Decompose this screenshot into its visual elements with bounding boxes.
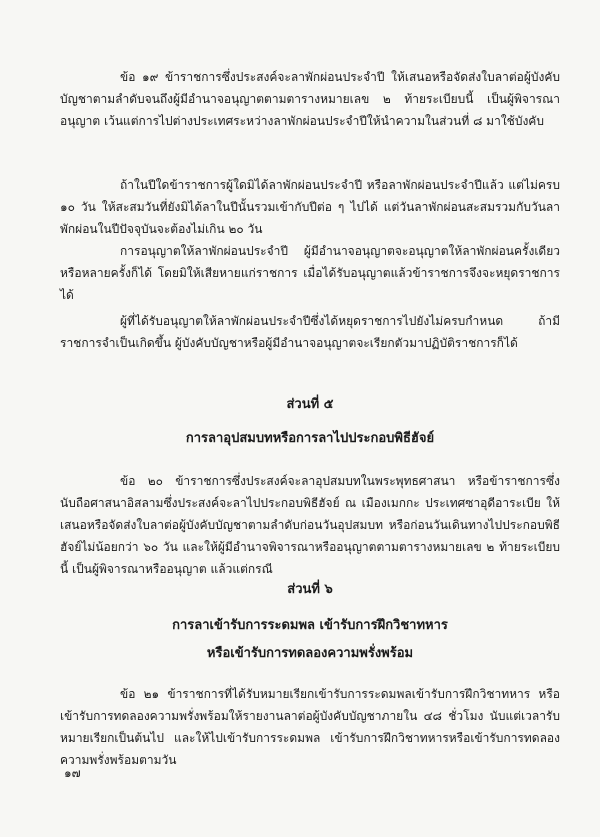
page-number: ๑๗ bbox=[64, 766, 81, 780]
paragraph-leave-approval: การอนุญาตให้ลาพักผ่อนประจำปี ผู้มีอำนาจอนุญาตจะอนุญาตให้ลาพักผ่อนครั้งเดียว หรือหลายครั้งก็ได้ โดยมิให้เสียหายแก่ราชการ เมื่อได้รับอนุญาตแล้วข้าราชการจึงจะหยุดราชการได้ bbox=[60, 244, 560, 302]
paragraph-clause-21: ข้อ ๒๑ ข้าราชการที่ได้รับหมายเรียกเข้ารับการระดมพลเข้ารับการฝึกวิชาทหาร หรือเข้ารับการทดลองความพรั่งพร้อมให้รายงานลาต่อผู้บังคับบัญชาภายใน ๔๘ ชั่วโมง นับแต่เวลารับหมายเรียกเป็นต้นไป และให้ไปเข้ารับการระดมพล เข้ารับการฝึกวิชาทหารหรือเข้ารับการทดลองความพรั่งพร้อมตามวัน bbox=[60, 687, 560, 767]
paragraph-recall-to-duty: ผู้ที่ได้รับอนุญาตให้ลาพักผ่อนประจำปีซึ่งได้หยุดราชการไปยังไม่ครบกำหนด ถ้ามีราชการจำเป็นเกิดขึ้น ผู้บังคับบัญชาหรือผู้มีอำนาจอนุญาตจะเรียกตัวมาปฏิบัติราชการก็ได้ bbox=[60, 314, 560, 350]
section-5-title: ส่วนที่ ๕ bbox=[286, 397, 334, 412]
paragraph-accumulated-leave: ถ้าในปีใดข้าราชการผู้ใดมิได้ลาพักผ่อนประจำปี หรือลาพักผ่อนประจำปีแล้ว แต่ไม่ครบ ๑๐ วัน ให้สะสมวันที่ยังมิได้ลาในปีนั้นรวมเข้ากับปีต่อ ๆ ไปได้ แต่วันลาพักผ่อนสะสมรวมกับวันลาพักผ่อนในปีปัจจุบันจะต้องไม่เกิน ๒๐ วัน bbox=[60, 178, 560, 236]
section-6-subtitle-line1: การลาเข้ารับการระดมพล เข้ารับการฝึกวิชาทหาร bbox=[172, 618, 448, 633]
section-6-title: ส่วนที่ ๖ bbox=[287, 582, 333, 597]
section-5-subtitle: การลาอุปสมบทหรือการลาไปประกอบพิธีฮัจย์ bbox=[185, 431, 435, 446]
section-6-subtitle-line2: หรือเข้ารับการทดลองความพรั่งพร้อม bbox=[206, 646, 414, 661]
paragraph-clause-20: ข้อ ๒๐ ข้าราชการซึ่งประสงค์จะลาอุปสมบทในพระพุทธศาสนา หรือข้าราชการซึ่งนับถือศาสนาอิสลามซึ่งประสงค์จะลาไปประกอบพิธีฮัจย์ ณ เมืองเมกกะ ประเทศซาอุดีอาระเบีย ให้เสนอหรือจัดส่งใบลาต่อผู้บังคับบัญชาตามลำดับก่อนวันอุปสมบท หรือก่อนวันเดินทางไปประกอบพิธีฮัจย์ไม่น้อยกว่า ๖๐ วัน และให้ผู้มีอำนาจพิจารณาหรืออนุญาตตามตารางหมายเลข ๒ ท้ายระเบียบนี้ เป็นผู้พิจารณาหรืออนุญาต แล้วแต่กรณี bbox=[60, 474, 560, 576]
paragraph-clause-19: ข้อ ๑๙ ข้าราชการซึ่งประสงค์จะลาพักผ่อนประจำปี ให้เสนอหรือจัดส่งใบลาต่อผู้บังคับบัญชาตามลำดับจนถึงผู้มีอำนาจอนุญาตตามตารางหมายเลข ๒ ท้ายระเบียบนี้ เป็นผู้พิจารณาอนุญาต เว้นแต่การไปต่างประเทศระหว่างลาพักผ่อนประจำปีให้นำความในส่วนที่ ๘ มาใช้บังคับ bbox=[60, 70, 560, 128]
